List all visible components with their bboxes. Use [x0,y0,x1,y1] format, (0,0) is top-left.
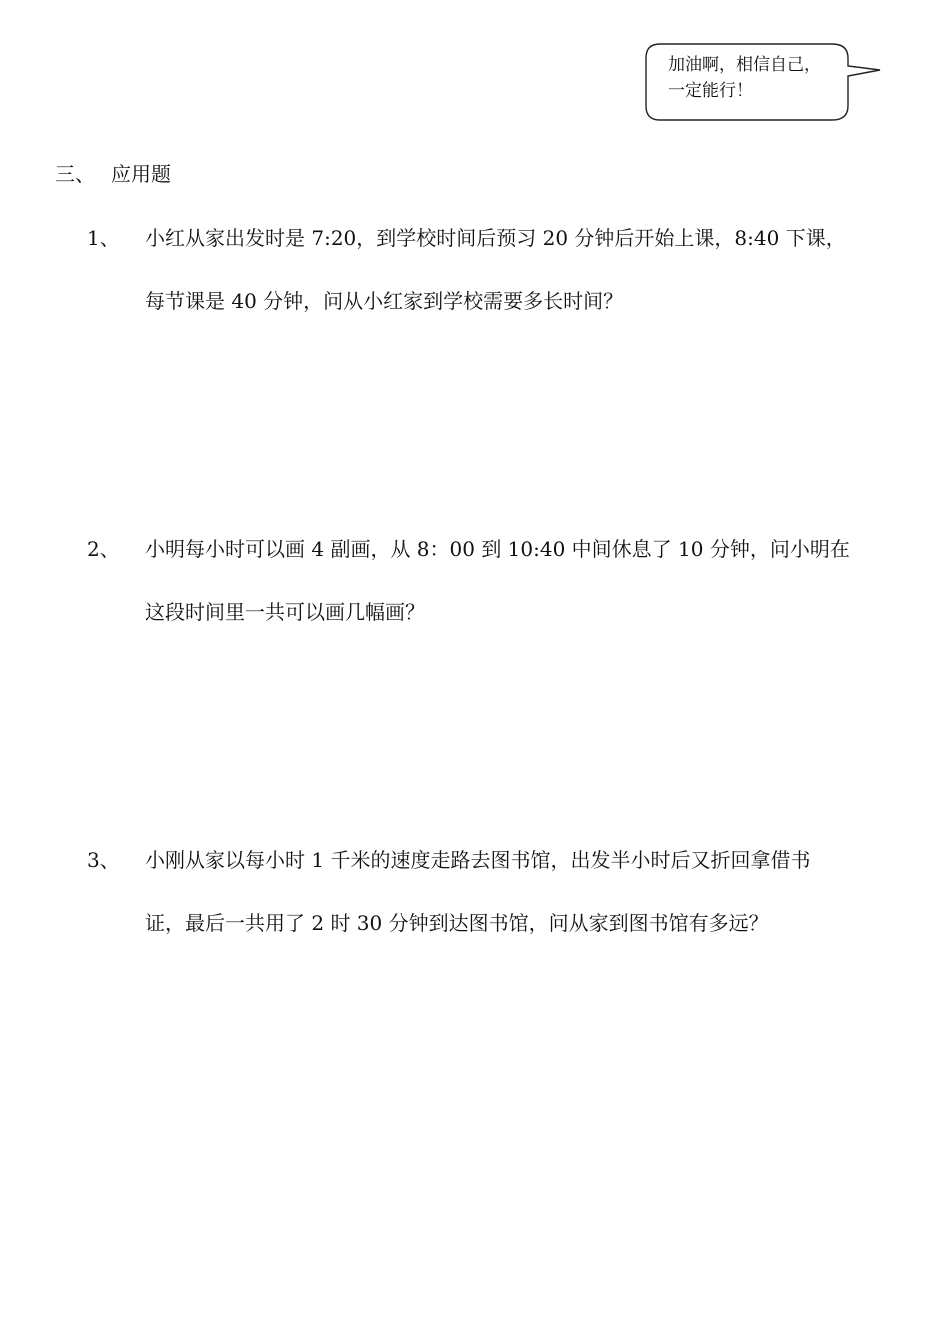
question-number: 1、 [87,226,120,250]
question-number: 3、 [87,848,120,872]
question-text-line-1: 小红从家出发时是 7:20，到学校时间后预习 20 分钟后开始上课，8:40 下课， [145,226,846,250]
question-text-line-1: 小明每小时可以画 4 副画，从 8：00 到 10:40 中间休息了 10 分钟，问小明在 [145,537,850,561]
question-text-line-2: 证，最后一共用了 2 时 30 分钟到达图书馆，问从家到图书馆有多远？ [145,911,769,935]
speech-bubble [644,42,884,124]
section-number: 三、 [55,162,95,186]
section-title: 应用题 [111,162,171,186]
section-heading [55,160,171,188]
bubble-line-2: 一定能行！ [668,81,753,101]
question-text-line-2: 这段时间里一共可以画几幅画？ [145,600,425,624]
question-number: 2、 [87,537,120,561]
speech-bubble-text [668,52,858,104]
question-text-line-2: 每节课是 40 分钟，问从小红家到学校需要多长时间？ [145,289,624,313]
bubble-line-1: 加油啊，相信自己， [668,55,821,75]
question-text-line-1: 小刚从家以每小时 1 千米的速度走路去图书馆，出发半小时后又折回拿借书 [145,848,811,872]
